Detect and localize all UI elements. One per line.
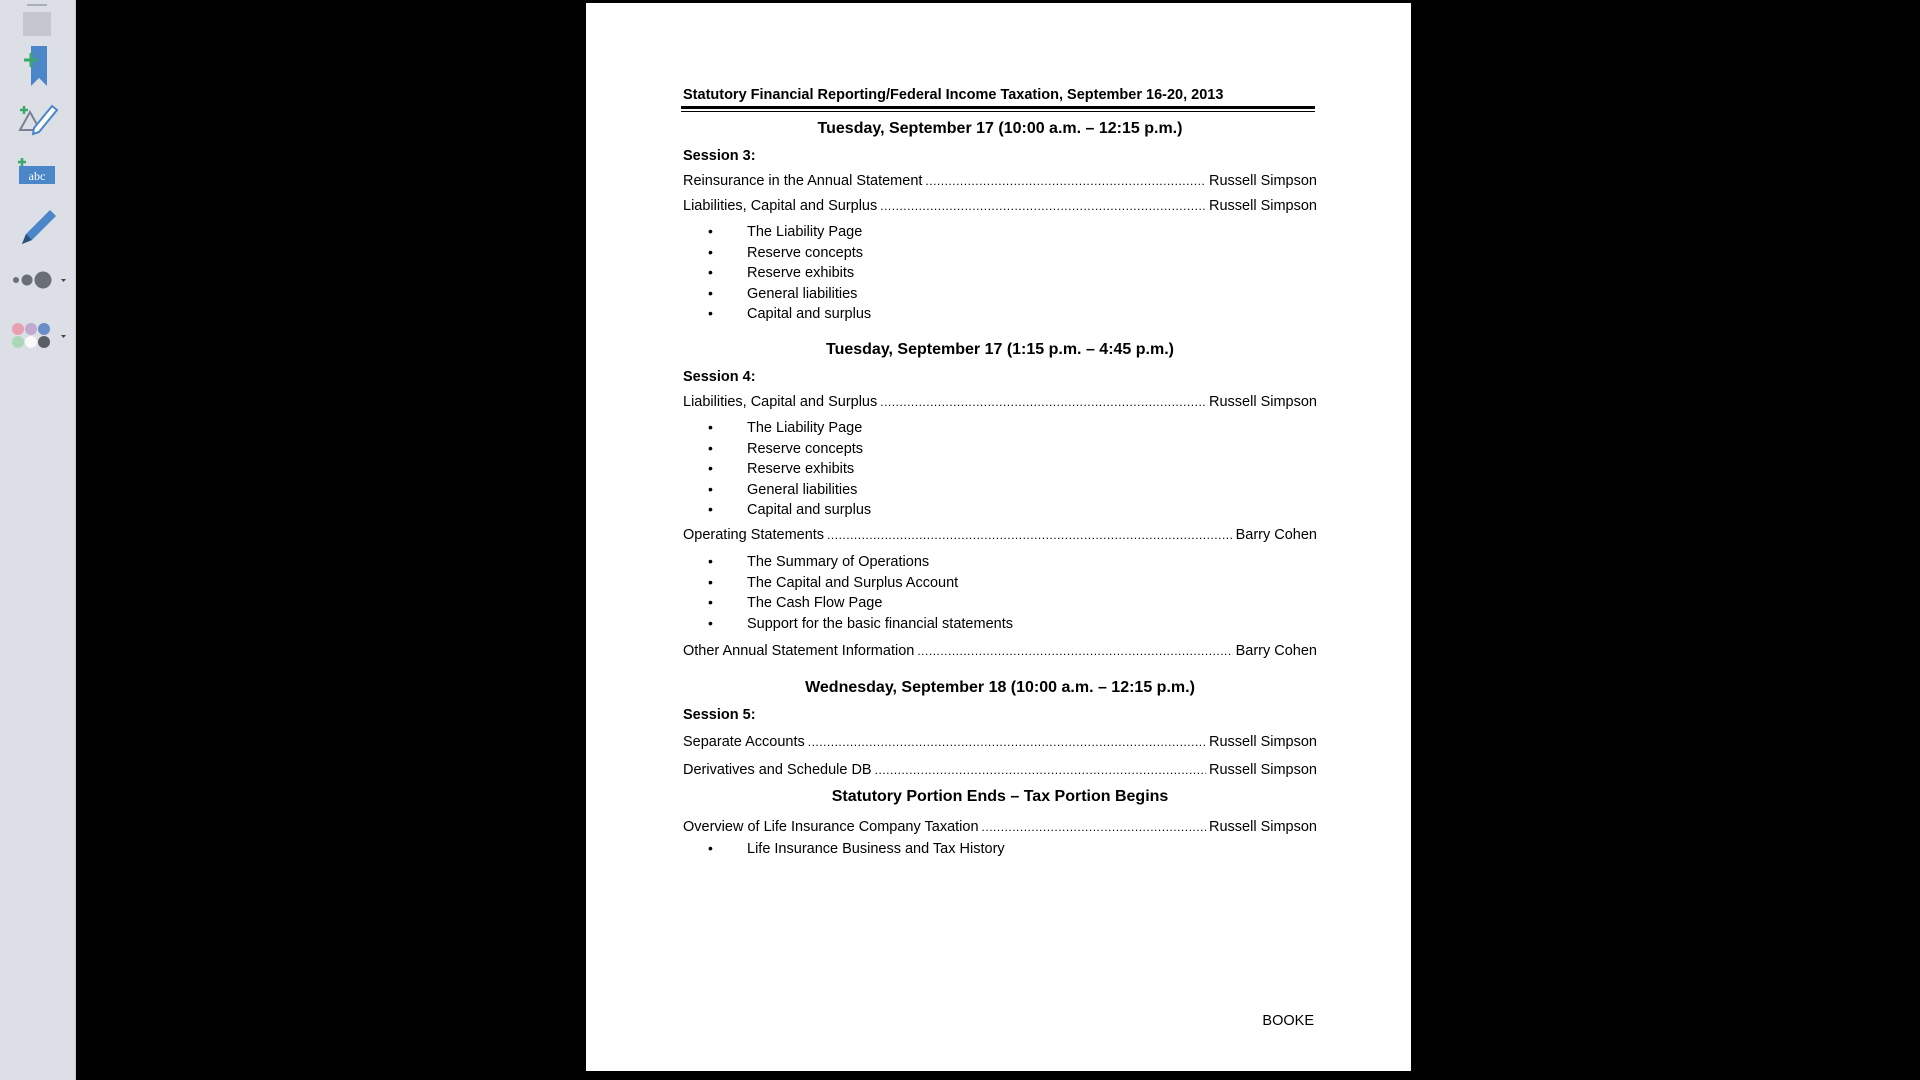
dot-leader: [827, 528, 1233, 542]
page-footer: BOOKE: [1262, 1013, 1314, 1029]
day-heading: Tuesday, September 17 (10:00 a.m. – 12:15 p.m.): [817, 120, 1183, 137]
add-bookmark-icon[interactable]: [12, 44, 62, 88]
bullet-item: • The Cash Flow Page: [708, 594, 883, 611]
bullet-item: • The Summary of Operations: [708, 553, 930, 570]
bullet-item: • The Liability Page: [708, 223, 863, 240]
day-heading: Wednesday, September 18 (10:00 a.m. – 12:15 p.m.): [805, 679, 1195, 696]
dot-leader: [875, 763, 1206, 777]
dot-leader: [808, 735, 1206, 749]
session-label: Session 4:: [683, 369, 756, 385]
annotate-tools-icon[interactable]: [12, 98, 62, 142]
agenda-item-title: Reinsurance in the Annual Statement: [683, 173, 923, 189]
agenda-item-speaker: Russell Simpson: [1209, 394, 1317, 410]
dot-leader: [880, 395, 1206, 409]
dot-leader: [982, 820, 1206, 834]
agenda-item-speaker: Barry Cohen: [1235, 643, 1317, 659]
bullet-item: • Capital and surplus: [708, 305, 872, 322]
agenda-item: [683, 527, 1317, 543]
agenda-item: [683, 394, 1317, 410]
color-palette-icon[interactable]: [12, 318, 62, 362]
bullet-item: • General liabilities: [708, 481, 858, 498]
agenda-item-speaker: Barry Cohen: [1235, 527, 1317, 543]
agenda-item: [683, 734, 1317, 750]
dot-leader: [917, 644, 1232, 658]
agenda-item-title: Overview of Life Insurance Company Taxation: [683, 819, 979, 835]
bullet-item: • Capital and surplus: [708, 501, 872, 518]
agenda-item: [683, 198, 1317, 214]
agenda-item-title: Derivatives and Schedule DB: [683, 762, 872, 778]
bullet-item: • The Capital and Surplus Account: [708, 574, 959, 591]
agenda-item-speaker: Russell Simpson: [1209, 198, 1317, 214]
agenda-item-title: Separate Accounts: [683, 734, 805, 750]
bullet-item: • General liabilities: [708, 285, 858, 302]
header-rule-thin: [681, 111, 1315, 112]
agenda-item-title: Operating Statements: [683, 527, 825, 543]
agenda-item-title: Liabilities, Capital and Surplus: [683, 394, 878, 410]
stroke-size-icon[interactable]: [12, 262, 62, 306]
document-header: Statutory Financial Reporting/Federal Income Taxation, September 16-20, 2013: [683, 87, 1224, 103]
agenda-item-title: Other Annual Statement Information: [683, 643, 915, 659]
blank-page-icon[interactable]: [12, 2, 62, 46]
pen-icon[interactable]: [12, 204, 62, 248]
bullet-item: • Life Insurance Business and Tax History: [708, 840, 1005, 857]
agenda-item-speaker: Russell Simpson: [1209, 819, 1317, 835]
bullet-item: • Support for the basic financial statements: [708, 615, 1013, 632]
bullet-item: • The Liability Page: [708, 419, 863, 436]
add-text-label: abc: [28, 169, 46, 183]
document-page: [586, 3, 1411, 1071]
agenda-item: [683, 173, 1317, 189]
session-label: Session 3:: [683, 148, 756, 164]
agenda-item: [683, 762, 1317, 778]
section-transition-heading: Statutory Portion Ends – Tax Portion Begins: [831, 788, 1169, 805]
bullet-item: • Reserve exhibits: [708, 264, 855, 281]
agenda-item: [683, 819, 1317, 835]
bullet-item: • Reserve exhibits: [708, 460, 855, 477]
agenda-item: [683, 643, 1317, 659]
tool-palette: [0, 0, 76, 1080]
agenda-item-speaker: Russell Simpson: [1209, 734, 1317, 750]
bullet-item: • Reserve concepts: [708, 244, 864, 261]
agenda-item-title: Liabilities, Capital and Surplus: [683, 198, 878, 214]
session-label: Session 5:: [683, 707, 756, 723]
agenda-item-speaker: Russell Simpson: [1209, 173, 1317, 189]
header-rule-thick: [681, 106, 1315, 109]
add-text-icon[interactable]: [12, 154, 62, 198]
dot-leader: [880, 199, 1206, 213]
day-heading: Tuesday, September 17 (1:15 p.m. – 4:45 p.m.): [826, 341, 1174, 358]
agenda-item-speaker: Russell Simpson: [1209, 762, 1317, 778]
dot-leader: [925, 174, 1206, 188]
bullet-item: • Reserve concepts: [708, 440, 864, 457]
